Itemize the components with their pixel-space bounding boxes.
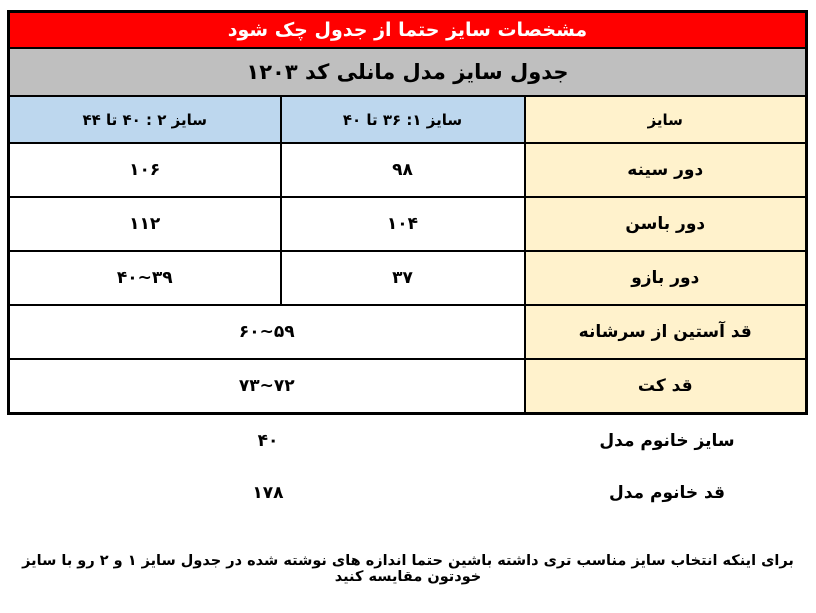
size2-column-header: سایز ۲ : ۴۰ تا ۴۴ — [8, 96, 280, 143]
table-row-hip — [8, 197, 806, 251]
size2-value: ۳۹~۴۰ — [8, 251, 280, 305]
merged-value: ۷۲~۷۳ — [8, 359, 524, 414]
measurement-label: قد کت — [525, 359, 807, 414]
table-row-arm — [8, 251, 806, 305]
measurement-label: دور باسن — [525, 197, 807, 251]
measurement-label: دور سینه — [525, 143, 807, 197]
model-height-label: قد خانوم مدل — [608, 483, 726, 503]
model-height-row — [10, 467, 808, 519]
merged-value: ۵۹~۶۰ — [8, 305, 524, 359]
warning-banner-row — [8, 12, 806, 49]
table-row-chest — [8, 143, 806, 197]
size1-value: ۳۷ — [281, 251, 525, 305]
table-header-row — [8, 96, 806, 143]
warning-banner: مشخصات سایز حتما از جدول چک شود — [8, 12, 806, 49]
model-height-value: ۱۷۸ — [252, 483, 284, 503]
measurement-label: دور بازو — [525, 251, 807, 305]
model-size-row — [10, 415, 808, 467]
size1-value: ۹۸ — [281, 143, 525, 197]
table-title: جدول سایز مدل مانلی کد ۱۲۰۳ — [8, 48, 806, 96]
title-banner-row — [8, 48, 806, 96]
size-column-header: سایز — [525, 96, 807, 143]
model-size-label: سایز خانوم مدل — [599, 431, 735, 451]
size1-value: ۱۰۴ — [281, 197, 525, 251]
table-row-sleeve — [8, 305, 806, 359]
size-table — [7, 10, 808, 415]
model-size-value: ۴۰ — [257, 431, 279, 451]
size2-value: ۱۰۶ — [8, 143, 280, 197]
size1-column-header: سایز ۱: ۳۶ تا ۴۰ — [281, 96, 525, 143]
note-text: برای اینکه انتخاب سایز مناسب تری داشته باشین حتما اندازه های نوشته شده در جدول سایز ۱ و ۲ رو با سایز خودتون مقایسه کنید — [22, 553, 794, 585]
measurement-label: قد آستین از سرشانه — [525, 305, 807, 359]
table-row-coat-length — [8, 359, 806, 414]
size2-value: ۱۱۲ — [8, 197, 280, 251]
